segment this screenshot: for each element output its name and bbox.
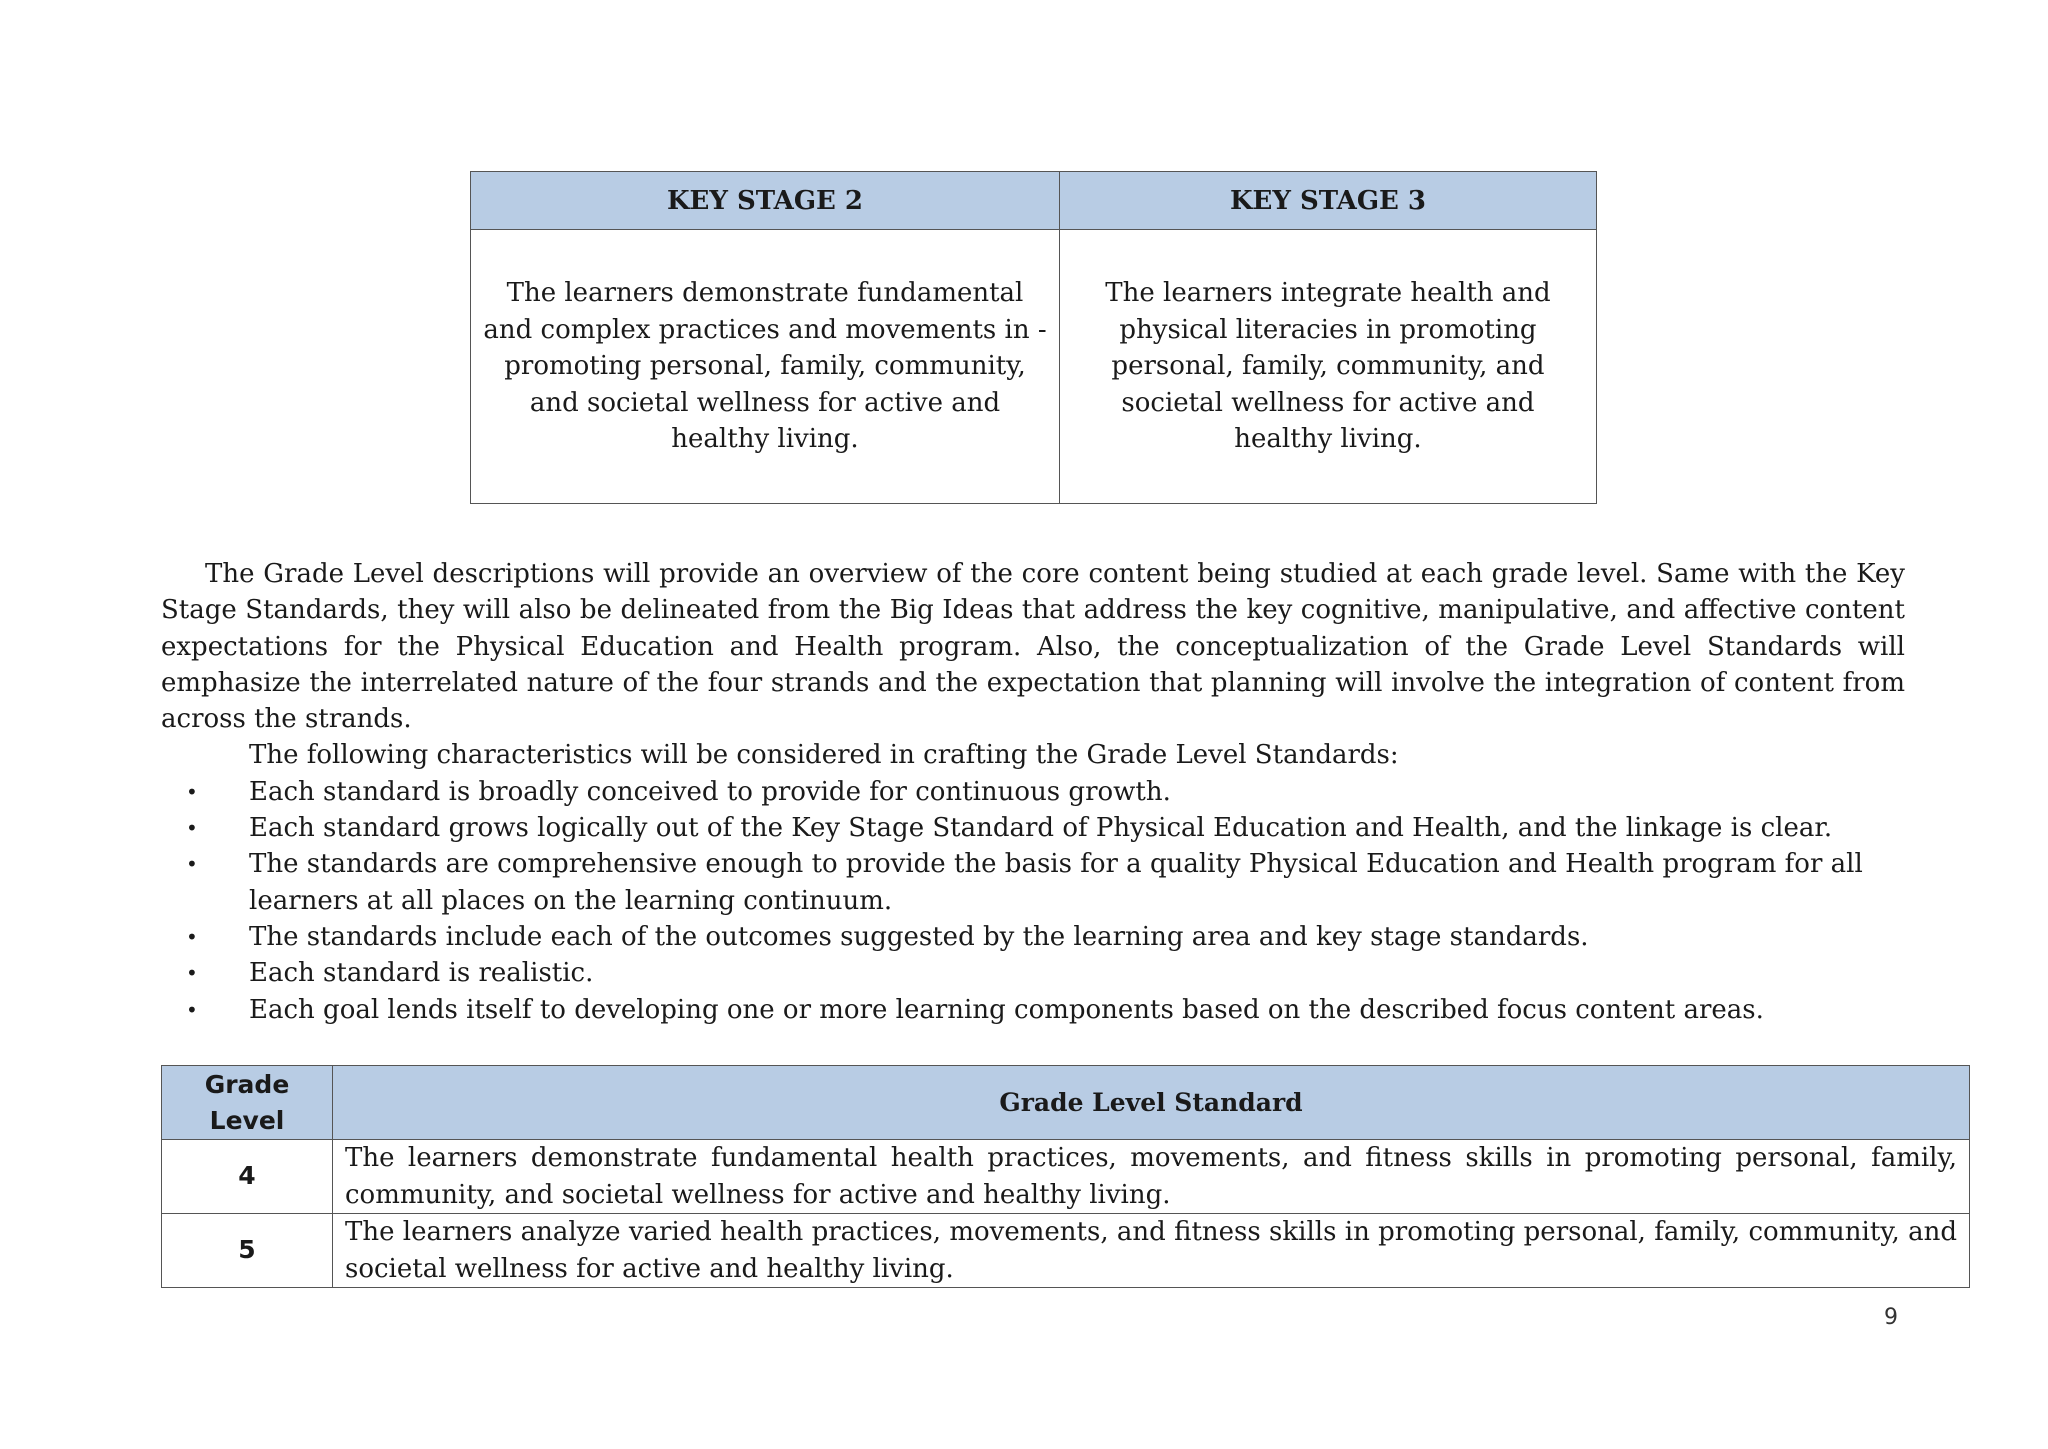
- list-item-text: Each goal lends itself to developing one or more learning components based on the described focus content areas.: [249, 994, 1764, 1025]
- list-item: [161, 992, 1905, 1028]
- page-number: 9: [1884, 1305, 1898, 1330]
- bullet-icon: •: [186, 961, 198, 986]
- list-item-text: The standards are comprehensive enough to provide the basis for a quality Physical Education and Health program for all learners at all places on the learning continuum.: [249, 849, 1863, 916]
- key-stage-2-standard: The learners demonstrate fundamental and complex practices and movements in -promoting personal, family, community, and societal wellness for active and healthy living.: [471, 230, 1060, 504]
- list-item-text: Each standard is broadly conceived to provide for continuous growth.: [249, 776, 1171, 807]
- grade-standard-cell: The learners analyze varied health practices, movements, and fitness skills in promoting personal, family, community, and societal wellness for active and healthy living.: [333, 1214, 1970, 1288]
- list-item-text: The standards include each of the outcomes suggested by the learning area and key stage standards.: [249, 921, 1589, 952]
- characteristics-lead: The following characteristics will be considered in crafting the Grade Level Standards:: [249, 740, 1399, 771]
- grade-level-header: [162, 1066, 333, 1140]
- bullet-icon: •: [186, 779, 198, 804]
- list-item: [161, 919, 1905, 955]
- grade-table-header-row: [162, 1066, 1970, 1140]
- grade-level-header-line2: Level: [209, 1105, 285, 1135]
- grade-level-cell: 5: [162, 1214, 333, 1288]
- table-row: [162, 1140, 1970, 1214]
- grade-level-standard-table: [161, 1065, 1970, 1288]
- list-item-text: Each standard grows logically out of the Key Stage Standard of Physical Education and Health, and the linkage is clear.: [249, 813, 1833, 844]
- body-text: [161, 556, 1905, 1028]
- bullet-icon: •: [186, 924, 198, 949]
- key-stage-header-row: [471, 172, 1597, 230]
- list-item: [161, 846, 1905, 919]
- grade-standard-cell: The learners demonstrate fundamental health practices, movements, and fitness skills in promoting personal, family, community, and societal wellness for active and healthy living.: [333, 1140, 1970, 1214]
- key-stage-3-header: KEY STAGE 3: [1060, 172, 1597, 230]
- key-stage-2-header: KEY STAGE 2: [471, 172, 1060, 230]
- grade-level-cell: 4: [162, 1140, 333, 1214]
- bullet-icon: •: [186, 997, 198, 1022]
- grade-level-header-line1: Grade: [204, 1069, 290, 1099]
- grade-level-description-paragraph: The Grade Level descriptions will provide an overview of the core content being studied at each grade level. Same with the Key Stage Standards, they will also be delineated from the Big Ideas that address the key cognitive, manipulative, and affective content expectations for the Physical Education and Health program. Also, the conceptualization of the Grade Level Standards will emphasize the interrelated nature of the four strands and the expectation that planning will involve the integration of content from across the strands.: [161, 559, 1905, 735]
- list-item: [161, 774, 1905, 810]
- bullet-icon: •: [186, 852, 198, 877]
- list-item: [161, 810, 1905, 846]
- key-stage-content-row: [471, 230, 1597, 504]
- characteristics-list: [161, 774, 1905, 1028]
- bullet-icon: •: [186, 816, 198, 841]
- key-stage-table: [470, 171, 1597, 504]
- table-row: [162, 1214, 1970, 1288]
- list-item: [161, 955, 1905, 991]
- grade-level-standard-header: Grade Level Standard: [333, 1066, 1970, 1140]
- key-stage-3-standard: The learners integrate health and physical literacies in promoting personal, family, community, and societal wellness for active and healthy living.: [1060, 230, 1597, 504]
- list-item-text: Each standard is realistic.: [249, 958, 594, 989]
